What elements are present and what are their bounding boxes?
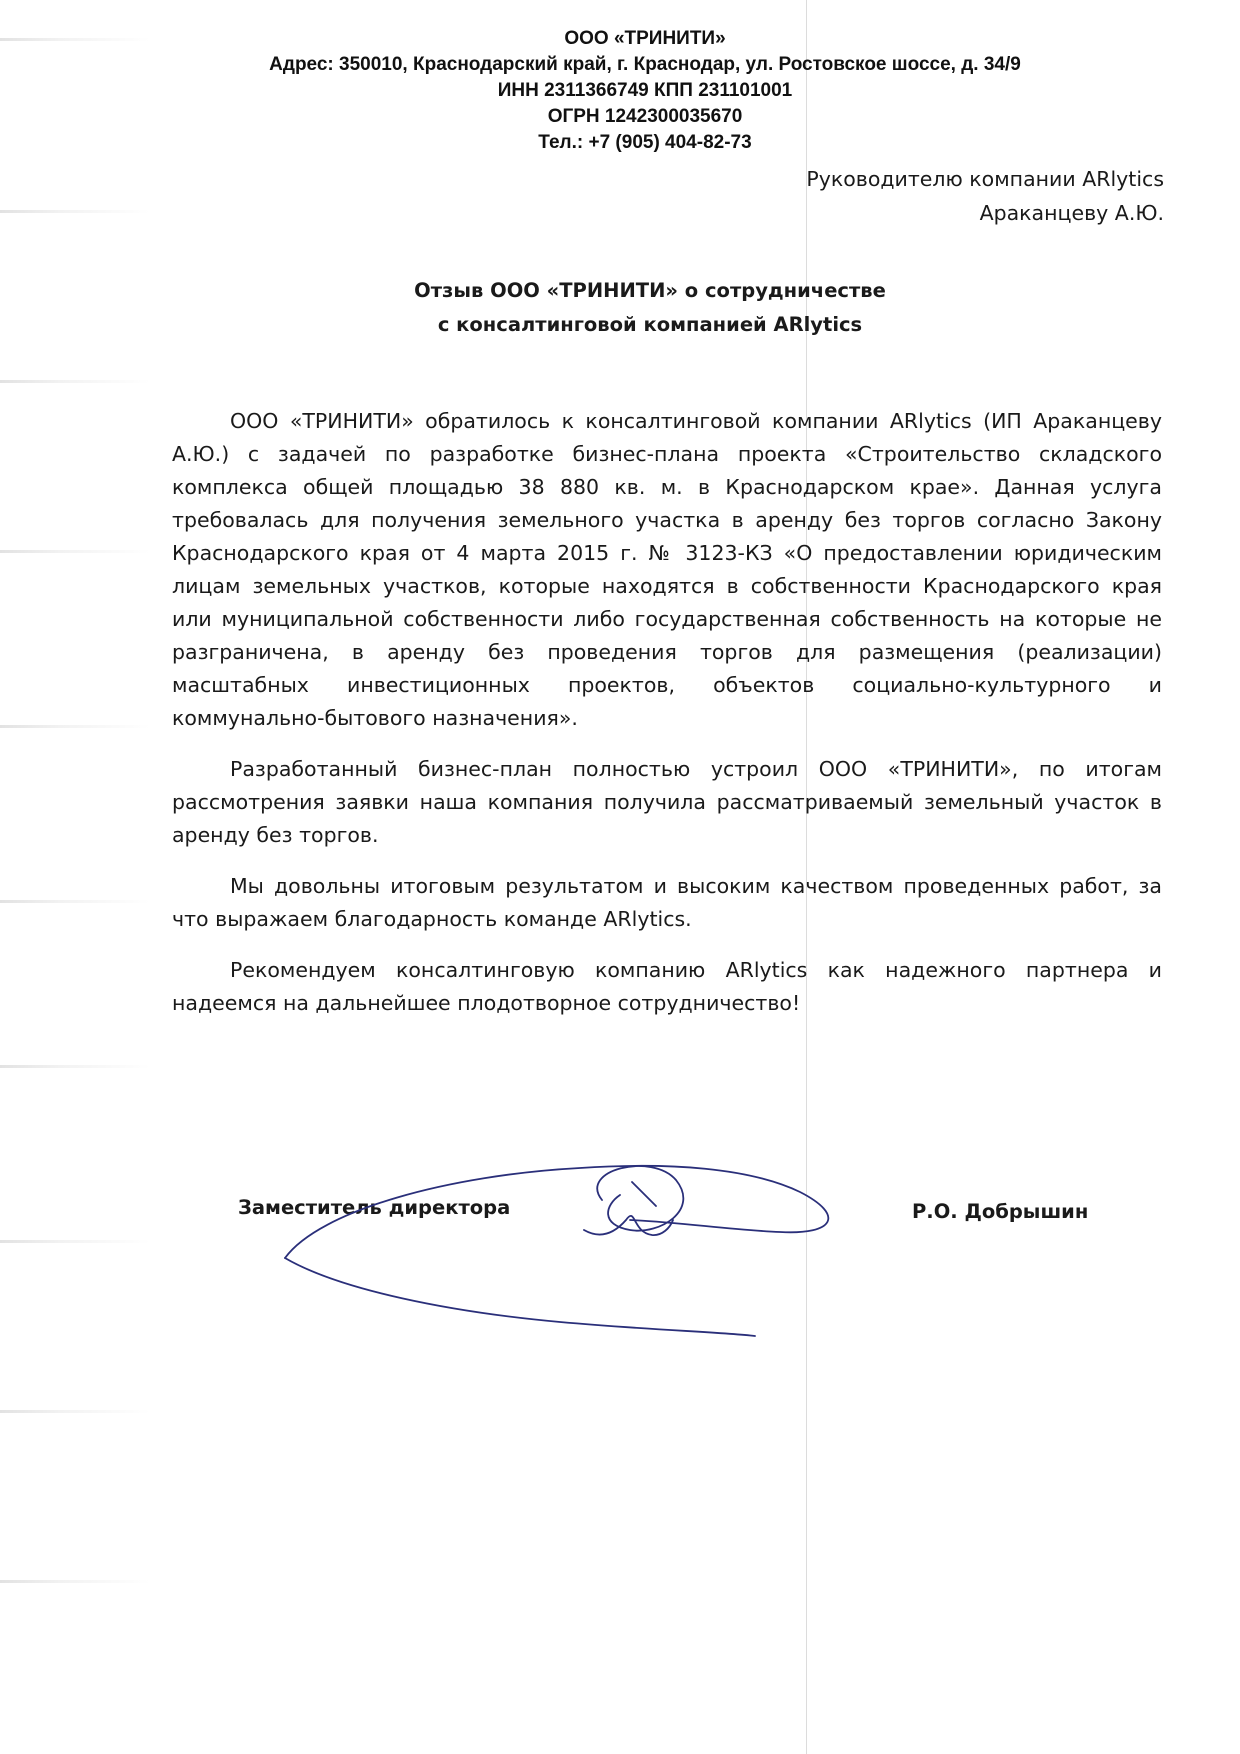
letter-body	[172, 405, 1162, 1038]
scan-margin-mark	[0, 1410, 150, 1413]
scan-margin-mark	[0, 210, 150, 213]
document-title	[300, 274, 1000, 342]
recipient-block	[806, 162, 1164, 230]
handwritten-signature	[280, 1140, 860, 1360]
signature-main-stroke	[285, 1258, 755, 1336]
signature-loop-stroke	[285, 1166, 828, 1258]
company-inn-kpp: ИНН 2311366749 КПП 231101001	[497, 80, 793, 101]
letterhead	[0, 26, 1240, 156]
scan-margin-mark	[0, 550, 150, 553]
scan-margin-mark	[0, 900, 150, 903]
body-paragraph: ООО «ТРИНИТИ» обратилось к консалтинговой компании ARlytics (ИП Араканцеву А.Ю.) с задачей по разработке бизнес-плана проекта «Строительство складского комплекса общей площадью 38 880 кв. м. в Краснодарском крае». Данная услуга требовалась для получения земельного участка в аренду без торгов согласно Закону Краснодарского края от 4 марта 2015 г. № 3123-КЗ «О предоставлении юридическим лицам земельных участков, которые находятся в собственности Краснодарского края или муниципальной собственности либо государственная собственность на которые не разграничена, в аренду без проведения торгов для размещения (реализации) масштабных инвестиционных проектов, объектов социально-культурного и коммунально-бытового назначения».	[172, 409, 1162, 730]
document-title-line-1: Отзыв ООО «ТРИНИТИ» о сотрудничестве	[414, 279, 886, 302]
company-phone: Тел.: +7 (905) 404-82-73	[538, 132, 752, 153]
company-address: Адрес: 350010, Краснодарский край, г. Краснодар, ул. Ростовское шоссе, д. 34/9	[269, 54, 1021, 75]
company-name: ООО «ТРИНИТИ»	[564, 28, 726, 49]
signer-position: Заместитель директора	[238, 1196, 511, 1219]
body-paragraph: Рекомендуем консалтинговую компанию ARlytics как надежного партнера и надеемся на дальнейшее плодотворное сотрудничество!	[172, 958, 1162, 1015]
signer-name: Р.О. Добрышин	[912, 1200, 1089, 1223]
scan-margin-mark	[0, 725, 150, 728]
body-paragraph: Мы довольны итоговым результатом и высоким качеством проведенных работ, за что выражаем благодарность команде ARlytics.	[172, 874, 1162, 931]
company-ogrn: ОГРН 1242300035670	[547, 106, 743, 127]
body-paragraph: Разработанный бизнес-план полностью устроил ООО «ТРИНИТИ», по итогам рассмотрения заявки наша компания получила рассматриваемый земельный участок в аренду без торгов.	[172, 757, 1162, 847]
document-title-line-2: с консалтинговой компанией ARlytics	[437, 313, 863, 336]
scan-margin-mark	[0, 1065, 150, 1068]
scan-margin-mark	[0, 1580, 150, 1583]
signature-tick-stroke	[632, 1182, 656, 1206]
recipient-name: Араканцеву А.Ю.	[979, 201, 1164, 225]
scan-margin-mark	[0, 380, 150, 383]
recipient-position: Руководителю компании ARlytics	[806, 167, 1164, 191]
